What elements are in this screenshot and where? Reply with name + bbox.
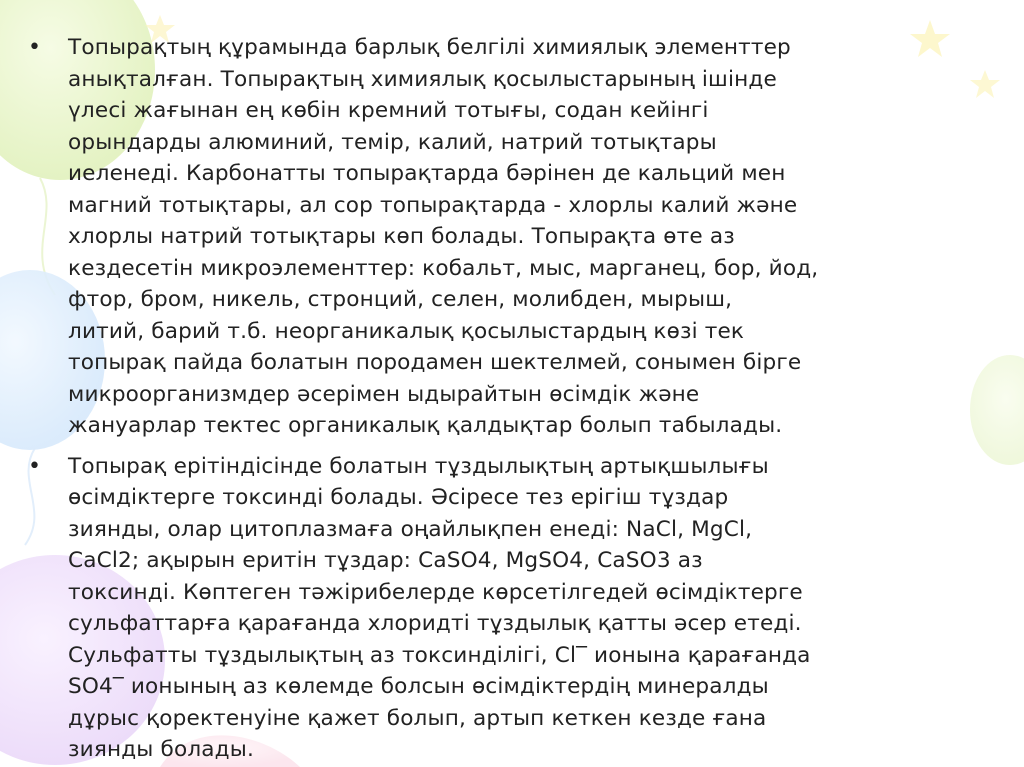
text-line: микроорганизмдер әсерімен ыдырайтын өсімдік және xyxy=(68,381,700,407)
text-line: орындарды алюминий, темір, калий, натрий тотықтары xyxy=(68,129,717,155)
bullet-paragraph-composition xyxy=(26,32,941,442)
text-line: кездесетін микроэлементтер: кобальт, мыс, марганец, бор, йод, xyxy=(68,255,819,281)
text-line: дұрыс қоректенуіне қажет болып, артып кеткен кезде ғана xyxy=(68,705,767,731)
bullet-paragraph-salinity xyxy=(26,451,941,766)
text-line: анықталған. Топырақтың химиялық қосылыстарының ішінде xyxy=(68,66,777,92)
text-line: зиянды, олар цитоплазмаға оңайлықпен енеді: NaCl, MgCl, xyxy=(68,516,753,542)
paragraph-text xyxy=(68,32,941,442)
text-line: Топырақ ерітіндісінде болатын тұздылықтың артықшылығы xyxy=(68,453,769,479)
text-line: топырақ пайда болатын породамен шектелмей, сонымен бірге xyxy=(68,350,802,375)
text-line: өсімдіктерге токсинді болады. Әсіресе тез ерігіш тұздар xyxy=(68,485,729,510)
text-line: литий, барий т.б. неорганикалық қосылыстардың көзі тек xyxy=(68,318,745,344)
text-line: магний тотықтары, ал сор топырақтарда - хлорлы калий және xyxy=(68,192,798,218)
text-line: сульфаттарға қарағанда хлоридті тұздылық қатты әсер етеді. xyxy=(68,611,802,636)
text-line: жануарлар тектес органикалық қалдықтар болып табылады. xyxy=(68,413,783,438)
text-line: фтор, бром, никель, стронций, селен, молибден, мырыш, xyxy=(68,287,733,312)
bullet-icon: • xyxy=(28,453,41,479)
text-line: Сульфатты тұздылықтың аз токсинділігі, Cl‾ ионына қарағанда xyxy=(68,642,811,668)
paragraph-text xyxy=(68,451,941,766)
slide-content xyxy=(26,32,941,767)
text-line: CaCl2; ақырын еритін тұздар: CaSO4, MgSO4, CaSO3 аз xyxy=(68,548,703,573)
text-line: иеленеді. Карбонатты топырақтарда бәрінен де кальций мен xyxy=(68,161,786,186)
text-line: зиянды болады. xyxy=(68,737,254,762)
text-line: хлорлы натрий тотықтары көп болады. Топырақта өте аз xyxy=(68,224,735,249)
text-line: Топырақтың құрамында барлық белгілі химиялық элементтер xyxy=(68,35,791,60)
text-line: токсинді. Көптеген тәжірибелерде көрсетілгедей өсімдіктерге xyxy=(68,579,803,605)
text-line: SO4‾ ионының аз көлемде болсын өсімдіктердің минералды xyxy=(68,674,769,699)
text-line: үлесі жағынан ең көбін кремний тотығы, содан кейінгі xyxy=(68,98,709,123)
bullet-icon: • xyxy=(28,35,41,60)
